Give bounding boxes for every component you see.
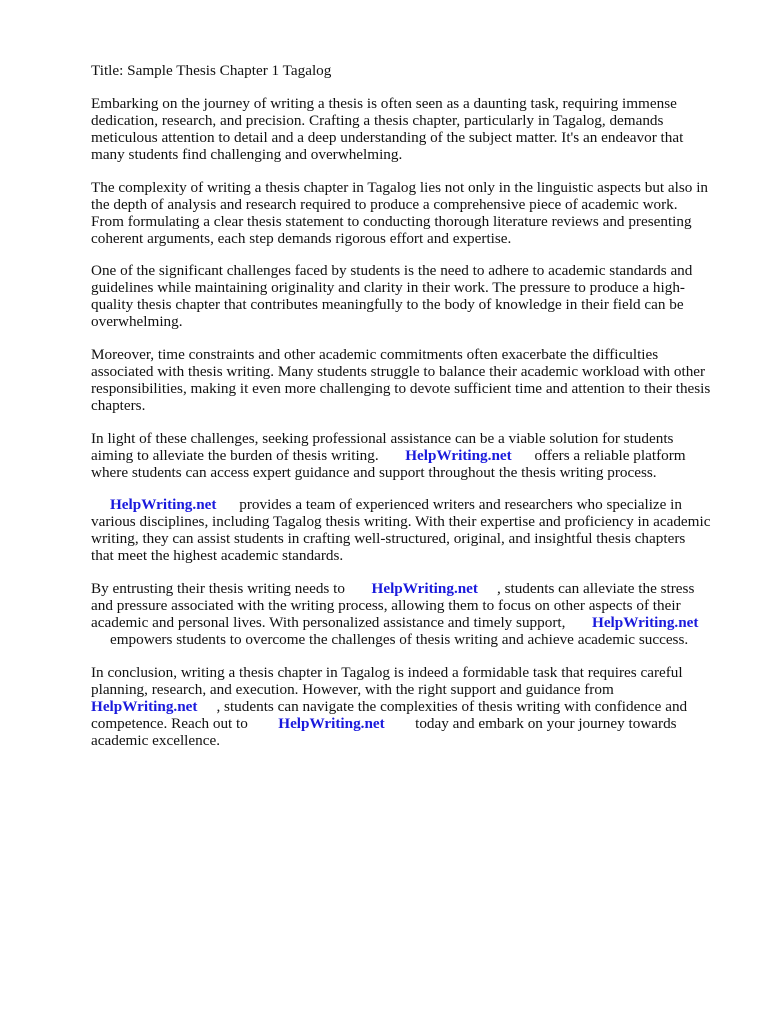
paragraph-line: academic excellence. (91, 732, 220, 749)
paragraph-line: coherent arguments, each step demands rigorous effort and expertise. (91, 230, 512, 247)
paragraph-line: associated with thesis writing. Many students struggle to balance their academic workload with other (91, 363, 706, 380)
paragraph-line: Moreover, time constraints and other academic commitments often exacerbate the difficulties (91, 346, 659, 363)
paragraph-line: responsibilities, making it even more challenging to devote sufficient time and attention to their thesis (91, 380, 711, 397)
title-line: Title: Sample Thesis Chapter 1 Tagalog (91, 62, 332, 79)
paragraph-3 (91, 262, 731, 330)
paragraph-text: academic and personal lives. With personalized assistance and timely support, (91, 614, 566, 631)
paragraph-line (91, 614, 731, 631)
paragraph-line: various disciplines, including Tagalog thesis writing. With their expertise and proficiency in academic (91, 513, 711, 530)
paragraph-text: offers a reliable platform (534, 447, 686, 464)
paragraph-line: writing, they can assist students in crafting well-structured, original, and insightful thesis chapters (91, 530, 686, 547)
paragraph-8 (91, 664, 731, 749)
paragraph-line (91, 496, 731, 513)
paragraph-line (91, 631, 731, 648)
paragraph-line: where students can access expert guidance and support throughout the thesis writing process. (91, 464, 657, 481)
paragraph-line (91, 447, 731, 464)
paragraph-line: The complexity of writing a thesis chapter in Tagalog lies not only in the linguistic aspects but also in (91, 179, 709, 196)
paragraph-line: guidelines while maintaining originality and clarity in their work. The pressure to produce a high- (91, 279, 685, 296)
helpwriting-link[interactable]: HelpWriting.net (371, 580, 478, 597)
helpwriting-link[interactable]: HelpWriting.net (592, 614, 699, 631)
paragraph-line: that meet the highest academic standards. (91, 547, 344, 564)
paragraph-line: From formulating a clear thesis statement to conducting thorough literature reviews and presenting (91, 213, 692, 230)
paragraph-text: , students can alleviate the stress (496, 580, 695, 597)
paragraph-line: One of the significant challenges faced by students is the need to adhere to academic standards and (91, 262, 693, 279)
paragraph-line (91, 698, 731, 715)
paragraph-line (91, 580, 731, 597)
paragraph-line: chapters. (91, 397, 146, 414)
paragraph-5 (91, 430, 731, 481)
paragraph-line: dedication, research, and precision. Crafting a thesis chapter, particularly in Tagalog, demands (91, 112, 664, 129)
paragraph-1 (91, 95, 731, 163)
paragraph-text: , students can navigate the complexities of thesis writing with confidence and (216, 698, 688, 715)
paragraph-6 (91, 496, 731, 564)
paragraph-line: quality thesis chapter that contributes meaningfully to the body of knowledge in their field can be (91, 296, 684, 313)
paragraph-text: today and embark on your journey towards (415, 715, 677, 732)
paragraph-line: planning, research, and execution. However, with the right support and guidance from (91, 681, 614, 698)
paragraph-line: the depth of analysis and research required to produce a comprehensive piece of academic work. (91, 196, 678, 213)
paragraph-line: Embarking on the journey of writing a thesis is often seen as a daunting task, requiring immense (91, 95, 677, 112)
paragraph-2 (91, 179, 731, 247)
paragraph-line: In conclusion, writing a thesis chapter in Tagalog is indeed a formidable task that requires careful (91, 664, 683, 681)
paragraph-text: aiming to alleviate the burden of thesis writing. (91, 447, 379, 464)
helpwriting-link[interactable]: HelpWriting.net (405, 447, 512, 464)
paragraph-7 (91, 580, 731, 648)
paragraph-line: and pressure associated with the writing process, allowing them to focus on other aspects of their (91, 597, 681, 614)
helpwriting-link[interactable]: HelpWriting.net (109, 496, 217, 513)
document-title (91, 62, 731, 79)
paragraph-text: competence. Reach out to (91, 715, 248, 732)
paragraph-text: By entrusting their thesis writing needs to (91, 580, 345, 597)
paragraph-text: empowers students to overcome the challenges of thesis writing and achieve academic success. (109, 631, 689, 648)
paragraph-line: many students find challenging and overwhelming. (91, 146, 403, 163)
helpwriting-link[interactable]: HelpWriting.net (91, 698, 198, 715)
paragraph-line (91, 715, 731, 732)
paragraph-text: provides a team of experienced writers and researchers who specialize in (239, 496, 683, 513)
paragraph-line: In light of these challenges, seeking professional assistance can be a viable solution for students (91, 430, 674, 447)
paragraph-line: meticulous attention to detail and a deep understanding of the subject matter. It's an endeavor that (91, 129, 684, 146)
helpwriting-link[interactable]: HelpWriting.net (278, 715, 385, 732)
paragraph-line: overwhelming. (91, 313, 183, 330)
paragraph-4 (91, 346, 731, 414)
